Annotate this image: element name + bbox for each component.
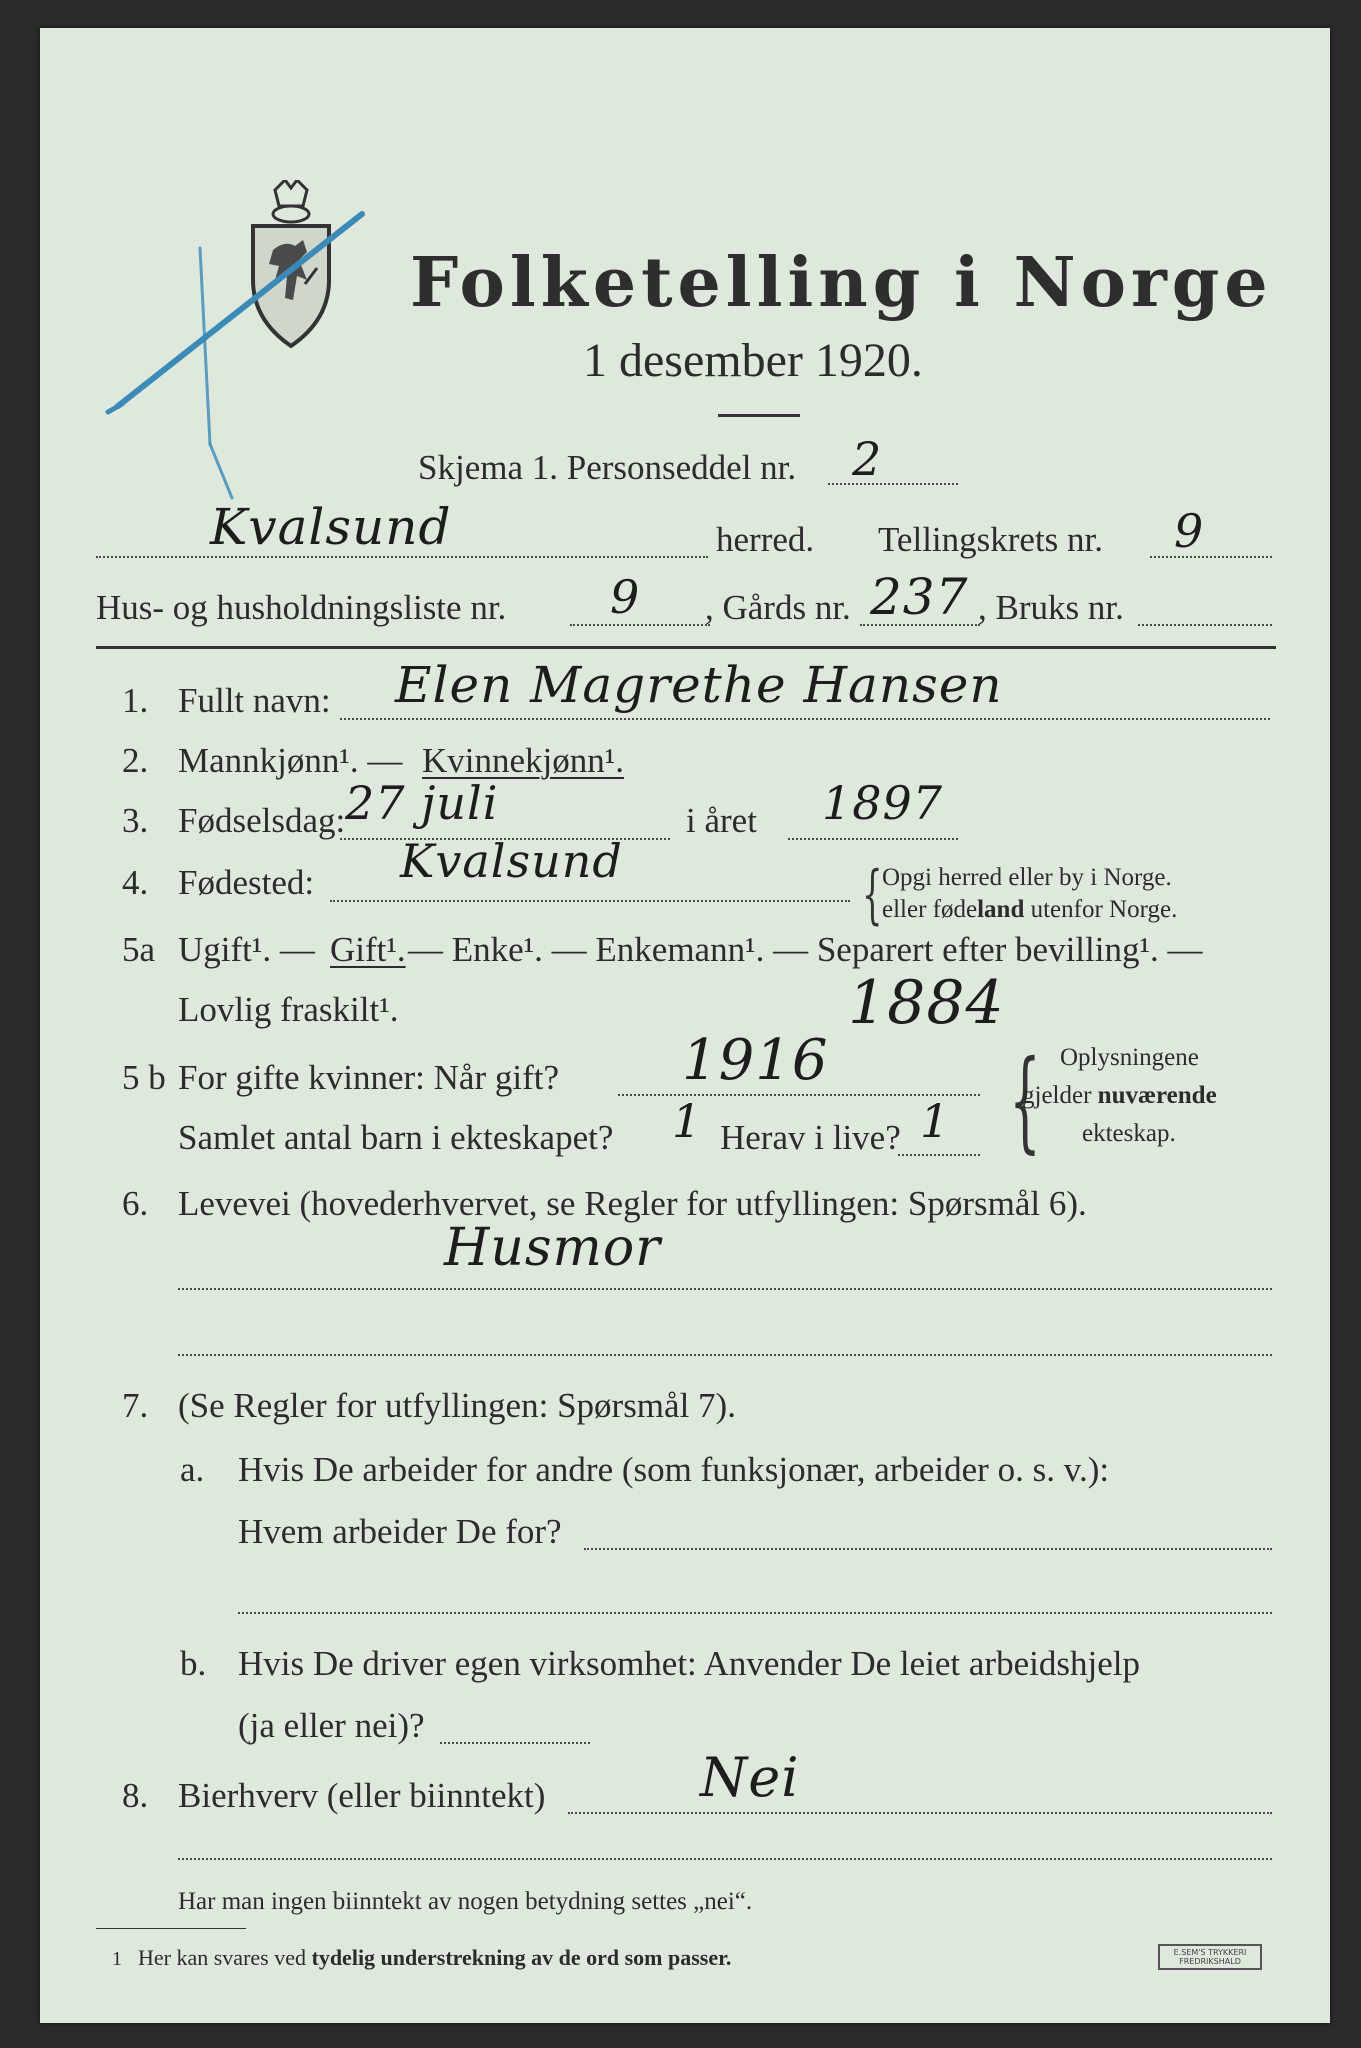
herred-label: herred. xyxy=(716,520,815,559)
form-title: Folketelling i Norge xyxy=(410,243,1273,323)
q6-number: 6. xyxy=(122,1184,149,1223)
q1-number: 1. xyxy=(122,681,149,720)
census-date: 1 desember 1920. xyxy=(583,334,923,387)
q3-year-label: i året xyxy=(686,801,757,840)
q7b-letter: b. xyxy=(180,1644,207,1683)
q2-number: 2. xyxy=(122,741,149,780)
q1-label: Fullt navn: xyxy=(178,681,331,720)
census-form: Folketelling i Norge 1 desember 1920. Skjema 1. Personseddel nr. 2 Kvalsund herred. Tellingskrets nr. 9 Hus- og husholdningsliste nr. 9 , Gårds nr. 237 , Bruks nr. 1. Fullt navn: Elen Magrethe Hansen 2. Mannkjønn¹. — Kvinnekjønn¹. 3. Fødselsdag: 27 juli i året 1897 4. Fødested: Kvalsund { Opgi herred eller by i Norge. eller fødeland utenfor Norge. 5a Ugift¹. — Gift¹. — Enke¹. — Enkemann¹. — Separert efter bevilling¹. — Lovlig fraskilt¹. 1884 5 b For gifte kvinner: Når gift? 1916 Samlet antal barn i ekteskapet? 1 Herav i live? 1 { Oplysningene gjelder nuværende ekteskap. 6. Levevei (hovederhvervet, se Regler for utfyllingen: Spørsmål 6). Husmor 7. (Se Regler for utfyllingen: Spørsmål 7). a. Hvis De arbeider for andre (som funksjonær, arbeider o. s. v.): Hvem arbeider De for? b. Hvis De driver egen virksomhet: Anvender De leiet arbeidshjelp (ja eller nei)? 8. Bierhverv (eller biinntekt) Nei Har man ingen biinntekt av nogen betydning settes „nei“. 1 Her kan svares ved tydelig understrekning av de ord som passer. E.SEM'S TRYKKERI FREDRIKSHALD xyxy=(40,28,1330,2023)
q5b-note-line3: ekteskap. xyxy=(1082,1120,1176,1147)
married-year-value: 1916 xyxy=(682,1028,829,1093)
occupation-value: Husmor xyxy=(444,1218,661,1278)
tellingskrets-value: 9 xyxy=(1174,504,1205,558)
q2-kvinne-underlined: Kvinnekjønn¹. xyxy=(422,741,625,780)
q7a-line2: Hvem arbeider De for? xyxy=(238,1512,562,1551)
q8-number: 8. xyxy=(122,1776,149,1815)
title-divider xyxy=(718,414,800,417)
husholdningsliste-label: Hus- og husholdningsliste nr. xyxy=(96,588,507,627)
blue-pencil-mark-icon xyxy=(100,208,370,508)
q3-number: 3. xyxy=(122,801,149,840)
footnote-text: Her kan svares ved tydelig understrekning av de ord som passer. xyxy=(138,1945,732,1970)
q6-label: Levevei (hovederhvervet, se Regler for utfyllingen: Spørsmål 6). xyxy=(178,1184,1087,1223)
q4-number: 4. xyxy=(122,863,149,902)
birth-year-value: 1897 xyxy=(822,776,944,830)
q5b-live-label: Herav i live? xyxy=(720,1118,901,1157)
herred-value: Kvalsund xyxy=(210,498,452,556)
q4-note-line1: Opgi herred eller by i Norge. xyxy=(882,864,1172,891)
q7a-line1: Hvis De arbeider for andre (som funksjonær, arbeider o. s. v.): xyxy=(238,1450,1110,1489)
birthplace-value: Kvalsund xyxy=(400,834,623,888)
nei-note: Har man ingen biinntekt av nogen betydning settes „nei“. xyxy=(178,1888,753,1915)
q7-label: (Se Regler for utfyllingen: Spørsmål 7). xyxy=(178,1386,736,1425)
q7b-line2: (ja eller nei)? xyxy=(238,1706,425,1745)
gards-value: 237 xyxy=(870,568,969,626)
header-rule xyxy=(96,646,1276,649)
q4-label: Fødested: xyxy=(178,863,315,902)
printer-stamp: E.SEM'S TRYKKERI FREDRIKSHALD xyxy=(1158,1944,1262,1970)
children-alive-value: 1 xyxy=(920,1094,951,1148)
q5a-options: — Enke¹. — Enkemann¹. — Separert efter bevilling¹. — xyxy=(408,930,1203,969)
q5b-note-line2: gjelder nuværende xyxy=(1022,1082,1217,1109)
q3-label: Fødselsdag: xyxy=(178,801,346,840)
footnote-rule xyxy=(96,1928,246,1929)
q4-note-line2: eller fødeland utenfor Norge. xyxy=(882,896,1178,923)
skjema-label: Skjema 1. Personseddel nr. xyxy=(418,448,797,487)
q7b-line1: Hvis De driver egen virksomhet: Anvender De leiet arbeidshjelp xyxy=(238,1644,1140,1683)
birthday-value: 27 juli xyxy=(345,776,499,830)
full-name-value: Elen Magrethe Hansen xyxy=(395,656,1003,714)
q5a-fraskilt: Lovlig fraskilt¹. xyxy=(178,990,399,1029)
gards-label: , Gårds nr. xyxy=(705,588,851,627)
side-income-value: Nei xyxy=(700,1746,800,1809)
bruks-label: , Bruks nr. xyxy=(978,588,1124,627)
q7-number: 7. xyxy=(122,1386,149,1425)
husholdningsliste-value: 9 xyxy=(610,570,641,624)
q5b-label: For gifte kvinner: Når gift? xyxy=(178,1058,560,1097)
q7a-letter: a. xyxy=(180,1450,205,1489)
children-total-value: 1 xyxy=(672,1094,703,1148)
tellingskrets-label: Tellingskrets nr. xyxy=(878,520,1104,559)
q5b-note-line1: Oplysningene xyxy=(1060,1044,1199,1071)
q5a-gift-underlined: Gift¹. xyxy=(330,930,406,969)
margin-annotation: 1884 xyxy=(848,968,1005,1038)
q5a-number: 5a xyxy=(122,930,156,969)
q2-mann: Mannkjønn¹. — xyxy=(178,741,403,780)
q5a-ugift: Ugift¹. — xyxy=(178,930,315,969)
q8-label: Bierhverv (eller biinntekt) xyxy=(178,1776,546,1815)
q5b-number: 5 b xyxy=(122,1058,166,1097)
footnote-mark: 1 xyxy=(112,1948,122,1970)
q5b-barn-label: Samlet antal barn i ekteskapet? xyxy=(178,1118,614,1157)
personseddel-number: 2 xyxy=(852,432,883,486)
